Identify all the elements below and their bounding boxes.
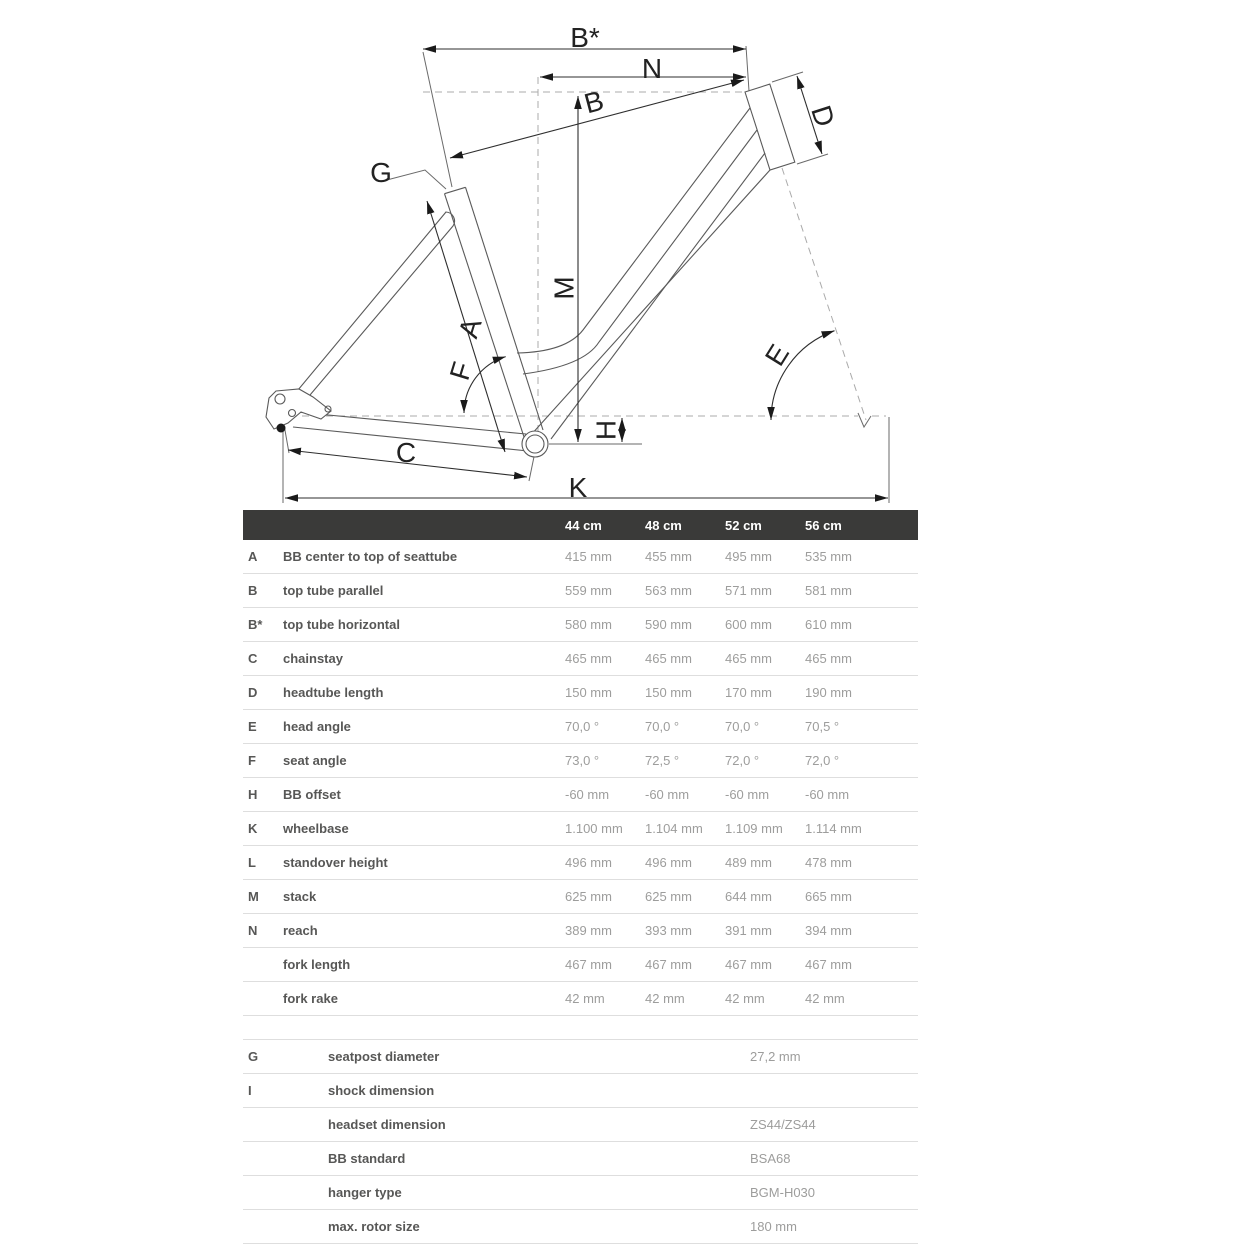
spec-label: shock dimension (328, 1083, 435, 1098)
spec-label: BB standard (328, 1151, 406, 1166)
row-value: 42 mm (805, 991, 845, 1006)
spec-label: hanger type (328, 1185, 402, 1200)
header-size-48: 48 cm (645, 517, 682, 533)
row-value: 73,0 ° (565, 753, 600, 768)
row-label: reach (283, 923, 318, 938)
label-top-tube-parallel: B (580, 84, 608, 120)
spec-value: ZS44/ZS44 (750, 1117, 816, 1132)
seat-tube-cap (445, 187, 466, 193)
label-head-angle: E (758, 338, 796, 372)
row-letter: D (248, 685, 258, 700)
row-value: 467 mm (565, 957, 612, 972)
row-letter: A (248, 549, 258, 564)
row-value: 70,5 ° (805, 719, 840, 734)
row-value: 496 mm (565, 855, 612, 870)
row-value: 72,0 ° (805, 753, 840, 768)
label-stack: M (548, 276, 580, 300)
row-label: wheelbase (283, 821, 349, 836)
seat-stay (293, 212, 455, 408)
row-value: 70,0 ° (725, 719, 760, 734)
table-row (243, 982, 918, 1016)
row-letter: H (248, 787, 258, 802)
row-value: 590 mm (645, 617, 692, 632)
row-value: 389 mm (565, 923, 612, 938)
spec-letter: I (248, 1083, 252, 1098)
row-value: 455 mm (645, 549, 692, 564)
row-value: 535 mm (805, 549, 852, 564)
extension-lines (283, 46, 889, 503)
row-value: 467 mm (725, 957, 772, 972)
row-value: 42 mm (565, 991, 605, 1006)
row-letter: N (248, 923, 258, 938)
row-value: 170 mm (725, 685, 772, 700)
label-seat-angle: F (443, 358, 479, 384)
row-value: 625 mm (565, 889, 612, 904)
row-value: 665 mm (805, 889, 852, 904)
row-value: 465 mm (805, 651, 852, 666)
spec-label: max. rotor size (328, 1219, 420, 1234)
row-value: 394 mm (805, 923, 852, 938)
row-label: chainstay (283, 651, 343, 666)
spec-row (243, 1210, 918, 1244)
row-value: 610 mm (805, 617, 852, 632)
table-row (243, 608, 918, 642)
row-label: fork length (283, 957, 351, 972)
row-value: 467 mm (805, 957, 852, 972)
table-row (243, 710, 918, 744)
label-reach: N (641, 53, 663, 84)
spec-table (243, 1039, 918, 1244)
row-value: 489 mm (725, 855, 772, 870)
row-value: 495 mm (725, 549, 772, 564)
label-bb-offset: H (590, 419, 622, 441)
table-row (243, 880, 918, 914)
header-size-44: 44 cm (565, 517, 602, 533)
table-row (243, 642, 918, 676)
row-value: 70,0 ° (645, 719, 680, 734)
table-row (243, 914, 918, 948)
table-row (243, 744, 918, 778)
top-tube-lower-edge (523, 130, 757, 374)
label-wheelbase: K (568, 472, 588, 503)
row-value: 600 mm (725, 617, 772, 632)
head-tube (745, 84, 795, 170)
seat-tube-left-edge (445, 194, 525, 437)
row-letter: B (248, 583, 258, 598)
frame-geometry-diagram (0, 0, 1252, 510)
seat-tube-right-edge (466, 187, 544, 430)
row-label: seat angle (283, 753, 347, 768)
spec-row (243, 1108, 918, 1142)
row-value: 571 mm (725, 583, 772, 598)
row-value: 42 mm (725, 991, 765, 1006)
row-value: 42 mm (645, 991, 685, 1006)
spec-label: headset dimension (328, 1117, 446, 1132)
dim-head-angle-arc (771, 331, 835, 420)
row-value: 465 mm (645, 651, 692, 666)
row-value: 1.100 mm (565, 821, 623, 836)
spec-row (243, 1176, 918, 1210)
row-value: 467 mm (645, 957, 692, 972)
row-value: 393 mm (645, 923, 692, 938)
label-chainstay: C (395, 437, 417, 468)
row-value: 70,0 ° (565, 719, 600, 734)
row-value: 496 mm (645, 855, 692, 870)
row-value: 150 mm (645, 685, 692, 700)
row-value: 478 mm (805, 855, 852, 870)
row-letter: F (248, 753, 256, 768)
row-value: 581 mm (805, 583, 852, 598)
label-seattube-length: A (452, 314, 488, 342)
spec-value: BSA68 (750, 1151, 791, 1166)
row-value: 644 mm (725, 889, 772, 904)
dimension-lines (285, 49, 888, 498)
reference-dashed-lines (266, 77, 886, 444)
table-row (243, 948, 918, 982)
down-tube-upper-edge (548, 153, 765, 439)
row-value: 563 mm (645, 583, 692, 598)
header-size-52: 52 cm (725, 517, 762, 533)
row-value: 72,0 ° (725, 753, 760, 768)
row-value: 465 mm (725, 651, 772, 666)
row-letter: K (248, 821, 258, 836)
spec-row (243, 1040, 918, 1074)
row-label: fork rake (283, 991, 338, 1006)
row-value: -60 mm (805, 787, 850, 802)
row-letter: L (248, 855, 256, 870)
row-value: -60 mm (725, 787, 770, 802)
spec-value: 180 mm (750, 1219, 797, 1234)
row-label: BB center to top of seattube (283, 549, 458, 564)
row-value: -60 mm (645, 787, 690, 802)
table-row (243, 540, 918, 574)
spec-value: BGM-H030 (750, 1185, 816, 1200)
spec-row (243, 1074, 918, 1108)
row-value: 1.104 mm (645, 821, 703, 836)
row-value: 150 mm (565, 685, 612, 700)
row-label: BB offset (283, 787, 341, 802)
row-label: headtube length (283, 685, 384, 700)
row-value: 72,5 ° (645, 753, 680, 768)
row-label: stack (283, 889, 317, 904)
table-row (243, 676, 918, 710)
row-value: -60 mm (565, 787, 610, 802)
row-value: 1.109 mm (725, 821, 783, 836)
row-value: 190 mm (805, 685, 852, 700)
row-value: 580 mm (565, 617, 612, 632)
table-header (243, 510, 918, 540)
row-letter: C (248, 651, 258, 666)
row-label: top tube horizontal (283, 617, 400, 632)
row-value: 415 mm (565, 549, 612, 564)
label-top-tube-horizontal: B* (570, 22, 600, 53)
spec-row (243, 1142, 918, 1176)
table-row (243, 574, 918, 608)
spec-letter: G (248, 1049, 259, 1064)
row-letter: M (248, 889, 259, 904)
rear-dropout (266, 389, 331, 429)
table-row (243, 778, 918, 812)
row-label: top tube parallel (283, 583, 384, 598)
row-value: 465 mm (565, 651, 612, 666)
row-value: 625 mm (645, 889, 692, 904)
table-row (243, 846, 918, 880)
row-letter: B* (248, 617, 263, 632)
row-value: 391 mm (725, 923, 772, 938)
table-row (243, 812, 918, 846)
row-letter: E (248, 719, 257, 734)
label-headtube-length: D (805, 101, 841, 131)
geometry-table (243, 510, 918, 1016)
header-size-56: 56 cm (805, 517, 842, 533)
bike-frame-outline (266, 84, 795, 457)
spec-value: 27,2 mm (750, 1049, 801, 1064)
spec-label: seatpost diameter (328, 1049, 440, 1064)
row-value: 1.114 mm (805, 821, 862, 836)
label-seatpost: G (370, 157, 392, 188)
hanger-bolt (277, 424, 286, 433)
row-value: 559 mm (565, 583, 612, 598)
row-label: head angle (283, 719, 351, 734)
down-tube-lower-edge (530, 170, 770, 436)
row-label: standover height (283, 855, 388, 870)
